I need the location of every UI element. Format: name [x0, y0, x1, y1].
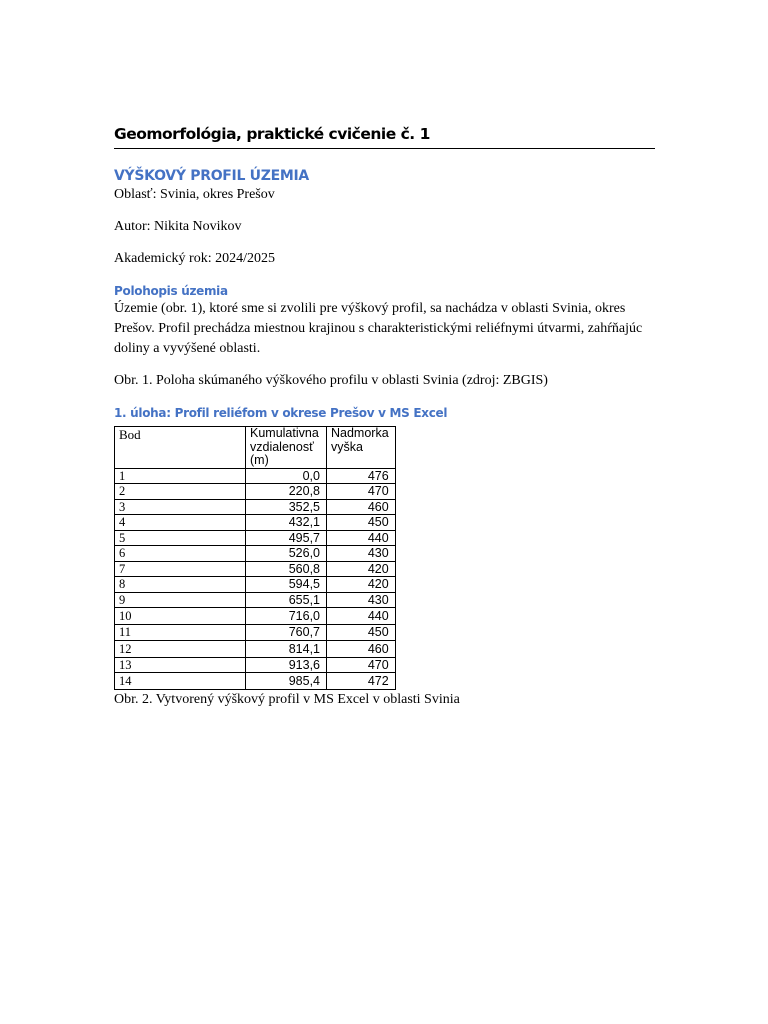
cell-bod: 8 — [115, 577, 246, 593]
cell-distance: 814,1 — [246, 640, 327, 657]
cell-elevation: 460 — [327, 499, 396, 515]
table-row — [115, 673, 396, 690]
cell-bod: 12 — [115, 640, 246, 657]
cell-distance: 352,5 — [246, 499, 327, 515]
cell-bod: 4 — [115, 515, 246, 531]
cell-distance: 0,0 — [246, 468, 327, 484]
section-heading-task: 1. úloha: Profil reliéfom v okrese Prešov v MS Excel — [114, 406, 448, 420]
figure-caption-2: Obr. 2. Vytvorený výškový profil v MS Excel v oblasti Svinia — [114, 692, 460, 707]
cell-distance: 220,8 — [246, 484, 327, 500]
table-row — [115, 499, 396, 515]
cell-elevation: 430 — [327, 592, 396, 608]
cell-bod: 6 — [115, 546, 246, 562]
cell-distance: 913,6 — [246, 657, 327, 673]
column-header-bod: Bod — [115, 427, 246, 469]
cell-bod: 1 — [115, 468, 246, 484]
author-line: Autor: Nikita Novikov — [114, 219, 242, 234]
table-row — [115, 657, 396, 673]
cell-distance: 716,0 — [246, 608, 327, 625]
table-row — [115, 468, 396, 484]
cell-elevation: 440 — [327, 530, 396, 546]
cell-bod: 7 — [115, 561, 246, 577]
cell-distance: 495,7 — [246, 530, 327, 546]
table-row — [115, 640, 396, 657]
elevation-table — [114, 426, 396, 690]
year-line: Akademický rok: 2024/2025 — [114, 251, 275, 266]
table-row — [115, 592, 396, 608]
section-heading-polohopis: Polohopis územia — [114, 284, 228, 298]
main-heading: VÝŠKOVÝ PROFIL ÚZEMIA — [114, 168, 309, 184]
cell-bod: 5 — [115, 530, 246, 546]
figure-caption-1: Obr. 1. Poloha skúmaného výškového profilu v oblasti Svinia (zdroj: ZBGIS) — [114, 373, 548, 388]
cell-elevation: 450 — [327, 625, 396, 641]
cell-bod: 13 — [115, 657, 246, 673]
cell-bod: 14 — [115, 673, 246, 690]
area-line: Oblasť: Svinia, okres Prešov — [114, 187, 275, 202]
table-row — [115, 546, 396, 562]
cell-distance: 560,8 — [246, 561, 327, 577]
cell-distance: 526,0 — [246, 546, 327, 562]
cell-elevation: 420 — [327, 561, 396, 577]
cell-bod: 10 — [115, 608, 246, 625]
cell-elevation: 476 — [327, 468, 396, 484]
cell-elevation: 430 — [327, 546, 396, 562]
cell-bod: 3 — [115, 499, 246, 515]
table-row — [115, 515, 396, 531]
cell-distance: 985,4 — [246, 673, 327, 690]
cell-bod: 9 — [115, 592, 246, 608]
column-header-distance: Kumulativna vzdialenosť (m) — [246, 427, 327, 469]
cell-bod: 11 — [115, 625, 246, 641]
table-body — [115, 468, 396, 690]
cell-elevation: 470 — [327, 657, 396, 673]
cell-distance: 594,5 — [246, 577, 327, 593]
cell-distance: 760,7 — [246, 625, 327, 641]
cell-elevation: 420 — [327, 577, 396, 593]
cell-distance: 655,1 — [246, 592, 327, 608]
table-row — [115, 561, 396, 577]
cell-distance: 432,1 — [246, 515, 327, 531]
cell-elevation: 450 — [327, 515, 396, 531]
cell-elevation: 472 — [327, 673, 396, 690]
document-page — [114, 124, 655, 710]
table-row — [115, 530, 396, 546]
cell-bod: 2 — [115, 484, 246, 500]
section-paragraph: Územie (obr. 1), ktoré sme si zvolili pre výškový profil, sa nachádza v oblasti Svinia, okres Prešov. Profil prechádza miestnou krajinou s charakteristickými reliéfnymi útvarmi, zahŕňajúc doliny a vyvýšené oblasti. — [114, 301, 643, 356]
cell-elevation: 440 — [327, 608, 396, 625]
cell-elevation: 470 — [327, 484, 396, 500]
column-header-elevation: Nadmorka vyška — [327, 427, 396, 469]
table-header-row — [115, 427, 396, 469]
table-row — [115, 484, 396, 500]
table-row — [115, 577, 396, 593]
document-title: Geomorfológia, praktické cvičenie č. 1 — [114, 124, 655, 149]
cell-elevation: 460 — [327, 640, 396, 657]
table-row — [115, 608, 396, 625]
table-row — [115, 625, 396, 641]
